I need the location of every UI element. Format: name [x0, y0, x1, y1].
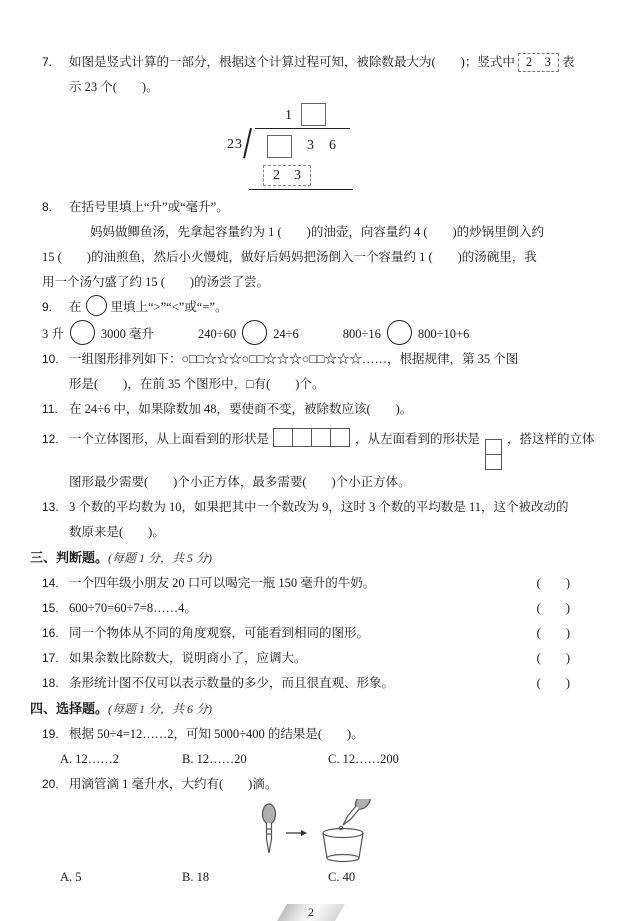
question-11	[42, 397, 612, 422]
question-12-line2: 图形最少需要( )个小正方体，最多需要( )个小正方体。	[69, 475, 411, 489]
question-12-seg3: ，搭这样的立体	[507, 432, 595, 446]
question-9-comparisons	[42, 320, 612, 347]
judge-item-18	[42, 671, 612, 696]
judge-item-number: 17.	[42, 651, 59, 665]
section-3-label: 三、	[30, 550, 57, 565]
judge-item-text: 如果余数比除数大，说明商小了，应调大。	[69, 651, 307, 665]
compare-circle-icon	[86, 295, 107, 316]
dropper-cup-figure	[229, 799, 404, 865]
comparison-left: 800÷16	[342, 327, 381, 341]
judge-item-16	[42, 621, 612, 646]
division-quotient-row	[285, 103, 387, 126]
option-c: C. 40	[328, 870, 356, 884]
question-20	[42, 772, 612, 797]
judge-answer-blank: ( )	[536, 626, 570, 640]
compare-circle-icon	[70, 320, 95, 345]
question-8	[42, 195, 612, 220]
compare-circle-icon	[242, 320, 267, 345]
question-9-title-b: 里填上“>”“<”或“=”。	[110, 300, 228, 314]
compare-circle-icon	[387, 320, 412, 345]
question-12	[42, 422, 612, 495]
judge-item-number: 15.	[42, 601, 59, 615]
section-4-score: (每题 1 分，共 6 分)	[108, 702, 213, 716]
question-11-text: 在 24÷6 中，如果除数加 48，要使商不变，被除数应该( )。	[69, 402, 413, 416]
comparison-left: 240÷60	[198, 327, 237, 341]
question-13-line2: 数原来是( )。	[69, 525, 165, 539]
dividend-digit-2: 3	[307, 138, 314, 153]
question-13-number: 13.	[42, 500, 59, 514]
question-20-number: 20.	[42, 777, 59, 791]
judge-item-text: 条形统计图不仅可以表示数量的多少，而且很直观、形象。	[69, 676, 395, 690]
option-b: B. 18	[182, 870, 210, 884]
comparison-right: 3000 毫升	[100, 327, 155, 341]
question-12-line1	[69, 422, 612, 470]
question-12-number: 12.	[42, 432, 59, 446]
question-8-number: 8.	[42, 200, 53, 214]
long-division-figure	[227, 103, 387, 190]
question-19-text: 根据 50÷4=12……2，可知 5000÷400 的结果是( )。	[69, 727, 364, 741]
comparison-right: 24÷6	[273, 327, 299, 341]
section-3-title: 判断题。	[56, 550, 109, 565]
comparison-item	[42, 320, 154, 347]
question-9	[42, 295, 612, 320]
option-c: C. 12……200	[328, 752, 399, 766]
question-7-text-b: 表	[561, 55, 575, 69]
section-3-score: (每题 1 分，共 5 分)	[108, 551, 213, 565]
page-number-badge	[277, 904, 345, 921]
judge-item-number: 18.	[42, 676, 59, 690]
dashed-number-box: 2 3	[518, 53, 559, 72]
question-7-number: 7.	[42, 55, 53, 69]
division-main-row	[227, 128, 387, 161]
option-b: B. 12……20	[182, 752, 247, 766]
judge-answer-blank: ( )	[536, 651, 570, 665]
question-9-number: 9.	[42, 300, 53, 314]
question-13-line1: 3 个数的平均数为 10，如果把其中一个数改为 9，这时 3 个数的平均数是 11，这个被改动的	[69, 500, 569, 514]
page-number: 2	[308, 905, 314, 919]
judge-item-text: 同一个物体从不同的角度观察，可能看到相同的图形。	[69, 626, 370, 640]
question-10-number: 10.	[42, 352, 59, 366]
section-3-header	[30, 545, 612, 571]
judge-answer-blank: ( )	[536, 576, 570, 590]
option-a: A. 12……2	[60, 752, 120, 766]
question-20-text: 用滴管滴 1 毫升水，大约有( )滴。	[69, 777, 278, 791]
left-view-grid	[485, 440, 502, 470]
question-20-options	[60, 865, 612, 890]
judge-item-14	[42, 571, 612, 596]
judge-answer-blank: ( )	[536, 676, 570, 690]
question-8-paragraph	[42, 220, 612, 295]
comparison-item	[343, 320, 470, 347]
judge-answer-blank: ( )	[536, 601, 570, 615]
division-subtrahend-row	[263, 165, 387, 186]
question-19-number: 19.	[42, 727, 59, 741]
divisor: 23	[227, 137, 243, 152]
dividend-digit-3: 6	[329, 138, 336, 153]
question-7-text-a: 如图是竖式计算的一部分，根据这个计算过程可知，被除数最大为( )；竖式中	[69, 55, 515, 69]
question-8-line1: 妈妈做鲫鱼汤，先拿起容量约为 1 ( )的油壶，向容量约 4 ( )的炒锅里倒入约	[90, 225, 545, 239]
judge-item-text: 600÷70=60÷7=8……4。	[69, 601, 197, 615]
judge-item-17	[42, 646, 612, 671]
judge-item-number: 16.	[42, 626, 59, 640]
question-10	[42, 347, 612, 397]
comparison-left: 3 升	[42, 327, 64, 341]
comparison-right: 800÷10+6	[417, 327, 470, 341]
top-view-grid	[274, 428, 350, 447]
question-12-seg2: ，从左面看到的形状是	[355, 432, 481, 446]
section-4-header	[30, 696, 612, 722]
question-19	[42, 722, 612, 747]
question-8-line3: 用一个汤勺盛了约 15 ( )的汤尝了尝。	[42, 275, 270, 289]
question-9-title	[69, 295, 612, 320]
judge-item-number: 14.	[42, 576, 59, 590]
question-8-title: 在括号里填上“升”或“毫升”。	[69, 200, 229, 214]
question-7-line1	[69, 50, 612, 75]
section-4-title: 选择题。	[56, 701, 109, 716]
dividend-blank-box	[267, 135, 292, 158]
question-19-options	[60, 747, 612, 772]
question-12-seg1: 一个立体图形，从上面看到的形状是	[69, 432, 270, 446]
subtrahend-dashed-box: 2 3	[263, 165, 311, 186]
quotient-blank-box	[301, 103, 326, 126]
division-subtraction-line	[249, 189, 353, 190]
question-7-line2: 示 23 个( )。	[69, 80, 159, 94]
quotient-digit: 1	[285, 108, 292, 123]
comparison-item	[198, 320, 299, 347]
question-11-number: 11.	[42, 402, 58, 416]
option-a: A. 5	[60, 870, 82, 884]
section-4-label: 四、	[30, 701, 57, 716]
question-7	[42, 50, 612, 100]
question-10-line1: 一组图形排列如下：○□□☆☆☆○□□☆☆☆○□□☆☆☆……，根据规律，第 35 个图	[69, 352, 519, 366]
question-10-line2: 形是( )，在前 35 个图形中，□有( )个。	[69, 377, 325, 391]
judge-item-15	[42, 596, 612, 621]
question-13	[42, 495, 612, 545]
judge-item-text: 一个四年级小朋友 20 口可以喝完一瓶 150 毫升的牛奶。	[69, 576, 376, 590]
question-9-title-a: 在	[69, 300, 82, 314]
division-bracket	[255, 128, 350, 161]
question-8-line2: 15 ( )的油煎鱼，然后小火慢炖，做好后妈妈把汤倒入一个容量约 1 ( )的汤碗里，我	[42, 250, 537, 264]
